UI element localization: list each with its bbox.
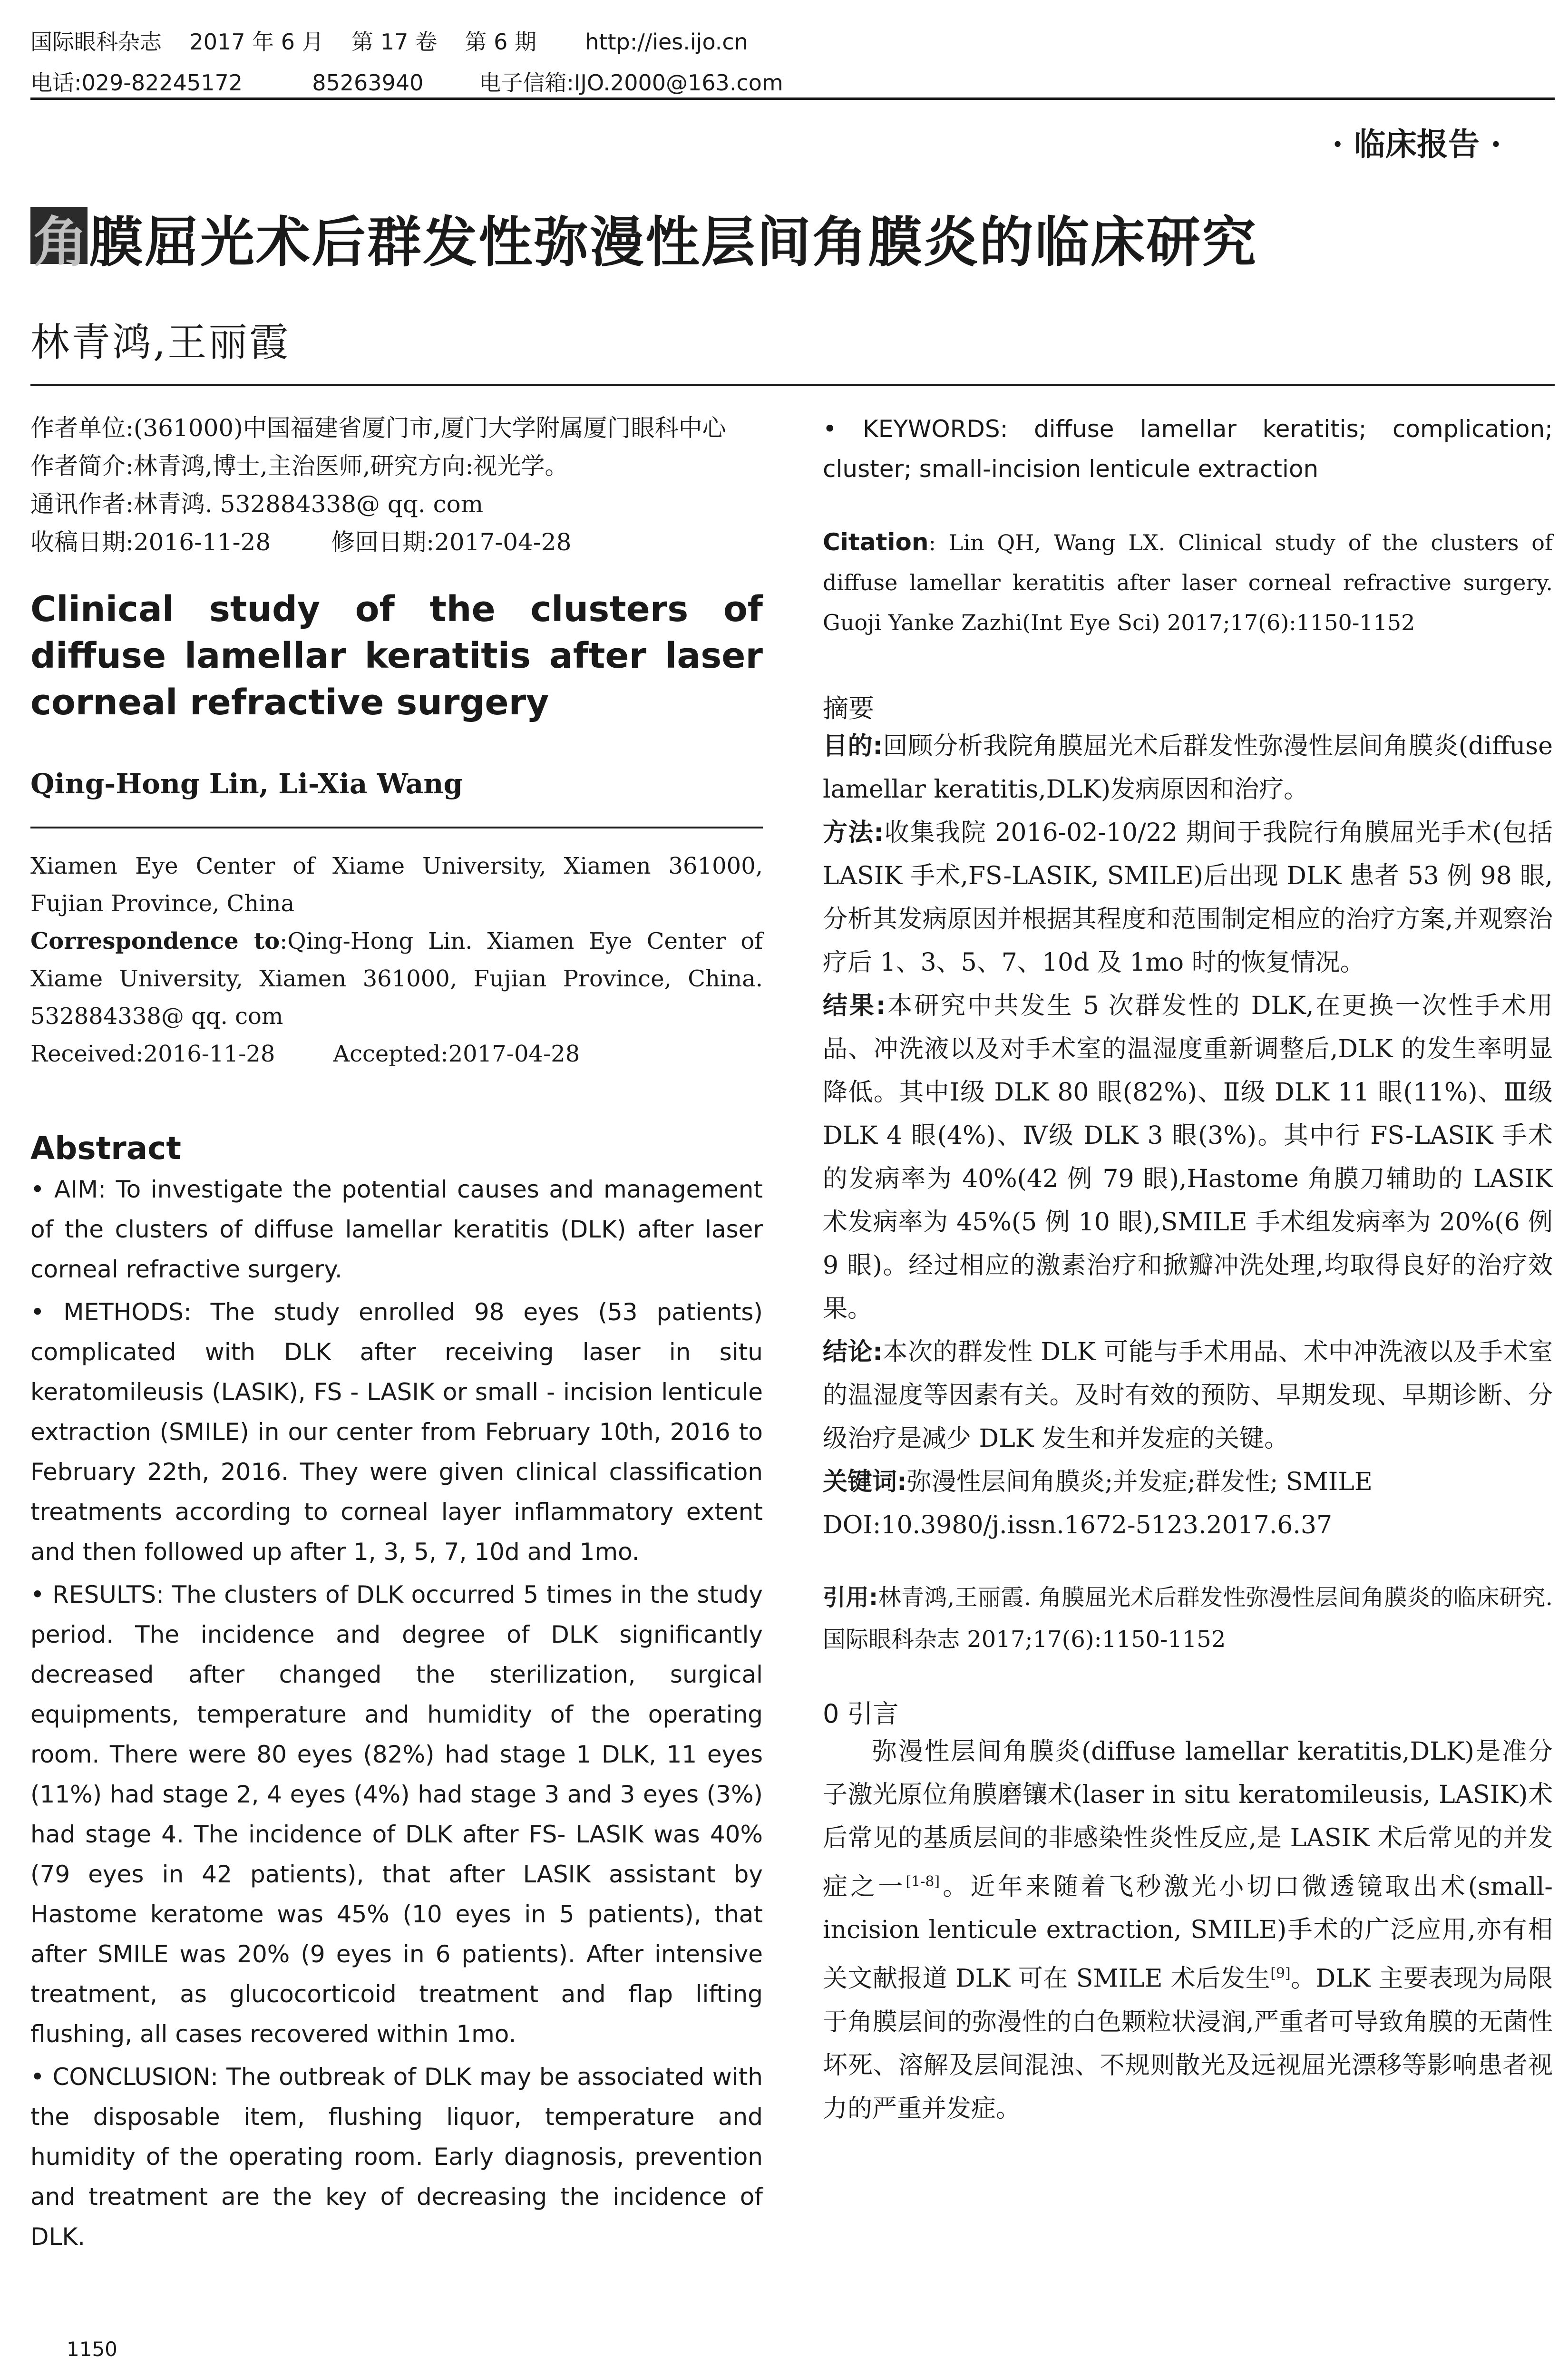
article-title-cn [33, 199, 1257, 277]
correspondence-label: Correspondence to [30, 928, 280, 955]
abstract-results: • RESULTS: The clusters of DLK occurred 5 times in the study period. The incidence and degree of DLK significantly decreased after changed the sterilization, surgical equipments, temperature and humidity of the operating room. There were 80 eyes (82%) had stage 1 DLK, 11 eyes (11%) had stage 2, 4 eyes (4%) had stage 3 and 3 eyes (3%) had stage 4. The incidence of DLK after FS- LASIK was 40% (79 eyes in 42 patients), that after LASIK assistant by Hastome keratome was 45% (10 eyes in 5 patients), that after SMILE was 20% (9 eyes in 6 patients). After intensive treatment, as glucocorticoid treatment and flap lifting flushing, all cases recovered within 1mo. [30, 1581, 763, 2048]
abstract-cn-aim [823, 725, 1553, 811]
abstract-cn-conclusion [823, 1331, 1553, 1461]
methods-text-cn: 收集我院 2016-02-10/22 期间于我院行角膜屈光手术(包括 LASIK 手术,FS-LASIK, SMILE)后出现 DLK 患者 53 例 98 眼,分析其发病原因并根据其程度和范围制定相应的治疗方案,并观察治疗后 1、3、5、7、10d 及 1mo 时的恢复情况。 [823, 818, 1553, 977]
results-text-cn: 本研究中共发生 5 次群发性的 DLK,在更换一次性手术用品、冲洗液以及对手术室的温湿度重新调整后,DLK 的发生率明显降低。其中Ⅰ级 DLK 80 眼(82%)、Ⅱ级 DLK 11 眼(11%)、Ⅲ级 DLK 4 眼(4%)、Ⅳ级 DLK 3 眼(3%)。其中行 FS-LASIK 手术的发病率为 40%(42 例 79 眼),Hastome 角膜刀辅助的 LASIK 术发病率为 45%(5 例 10 眼),SMILE 手术组发病率为 20%(6 例 9 眼)。经过相应的激素治疗和掀瓣冲洗处理,均取得良好的治疗效果。 [823, 992, 1553, 1323]
citation-text: : Lin QH, Wang LX. Clinical study of the clusters of diffuse lamellar keratitis after laser corneal refractive surgery. Guoji Yanke Zazhi(Int Eye Sci) 2017;17(6):1150-1152 [823, 530, 1553, 635]
authors-cn: 林青鸿,王丽霞 [30, 320, 291, 365]
intro-text-3: 。DLK 主要表现为局限于角膜层间的弥漫性的白色颗粒状浸润,严重者可导致角膜的无菌性坏死、溶解及层间混浊、不规则散光及远视屈光漂移等影响患者视力的严重并发症。 [823, 1964, 1553, 2123]
dates-cn: 收稿日期:2016-11-28 修回日期:2017-04-28 [30, 528, 572, 556]
affiliation [30, 848, 763, 1073]
section-label: · 临床报告 · [1332, 126, 1501, 163]
intro-ref-2: [9] [1270, 1965, 1291, 1982]
author-info-cn [30, 409, 763, 561]
intro-text-1: 弥漫性层间角膜炎(diffuse lamellar keratitis,DLK)是准分子激光原位角膜磨镶术(laser in situ keratomileusis, LASIK)术后常见的基质层间的非感染性炎性反应,是 LASIK 术后常见的并发症之一 [823, 1737, 1553, 1901]
abstract-aim: • AIM: To investigate the potential causes and management of the clusters of diffuse lamellar keratitis (DLK) after laser corneal refractive surgery. [30, 1176, 763, 1283]
intro-paragraph [823, 1730, 1553, 2131]
header-rule [30, 97, 1555, 100]
conclusion-text-cn: 本次的群发性 DLK 可能与手术用品、术中冲洗液以及手术室的温湿度等因素有关。及时有效的预防、早期发现、早期诊断、分级治疗是减少 DLK 发生和并发症的关键。 [823, 1338, 1553, 1453]
author-unit: 作者单位:(361000)中国福建省厦门市,厦门大学附属厦门眼科中心 [30, 414, 726, 442]
correspondence-text: :Qing-Hong Lin. Xiamen Eye Center of Xiame University, Xiamen 361000, Fujian Province, China. 532884338@ qq. com [30, 928, 763, 1030]
title-rule [30, 384, 1555, 386]
left-column [30, 409, 763, 2250]
abstract-heading: Abstract [30, 1130, 181, 1167]
abstract-cn-results [823, 984, 1553, 1331]
abstract-keywords-en: • KEYWORDS: diffuse lamellar keratitis; complication; cluster; small-incision lenticule extraction [823, 415, 1553, 483]
aim-text-cn: 回顾分析我院角膜屈光术后群发性弥漫性层间角膜炎(diffuse lamellar keratitis,DLK)发病原因和治疗。 [823, 732, 1553, 804]
author-bio: 作者简介:林青鸿,博士,主治医师,研究方向:视光学。 [30, 452, 569, 480]
abstract-cn-methods [823, 811, 1553, 984]
keywords-text-cn: 弥漫性层间角膜炎;并发症;群发性; SMILE [906, 1468, 1373, 1496]
affiliation-address: Xiamen Eye Center of Xiame University, Xiamen 361000, Fujian Province, China [30, 853, 763, 917]
results-label-cn: 结果: [823, 992, 886, 1020]
authors-en: Qing-Hong Lin, Li-Xia Wang [30, 768, 463, 800]
citation-cn-text: 林青鸿,王丽霞. 角膜屈光术后群发性弥漫性层间角膜炎的临床研究. 国际眼科杂志 2017;17(6):1150-1152 [823, 1584, 1553, 1653]
citation-en [823, 522, 1553, 643]
citation-cn [823, 1577, 1553, 1660]
intro-ref-1: [1-8] [906, 1873, 940, 1890]
citation-label: Citation [823, 528, 929, 556]
title-first-char: 角 [33, 211, 89, 274]
intro-heading: 0 引言 [823, 1699, 899, 1729]
keywords-label-cn: 关键词: [823, 1468, 907, 1496]
conclusion-label-cn: 结论: [823, 1338, 883, 1366]
abstract-cn-heading: 摘要 [823, 693, 874, 723]
article-title-en: Clinical study of the clusters of diffuse lamellar keratitis after laser corneal refractive surgery [30, 589, 763, 723]
correspondence [30, 923, 763, 1035]
aim-label-cn: 目的: [823, 732, 883, 760]
journal-contact-line: 电话:029-82245172 85263940 电子信箱:IJO.2000@163.com [30, 70, 783, 96]
journal-header-line: 国际眼科杂志 2017 年 6 月 第 17 卷 第 6 期 http://ies.ijo.cn [30, 29, 748, 55]
doi: DOI:10.3980/j.issn.1672-5123.2017.6.37 [823, 1511, 1333, 1539]
right-column [823, 409, 1553, 2131]
abstract-conclusion: • CONCLUSION: The outbreak of DLK may be associated with the disposable item, flushing liquor, temperature and humidity of the operating room. Early diagnosis, prevention and treatment are the key of decreasing the incidence of DLK. [30, 2063, 763, 2250]
page-number: 1150 [67, 2338, 117, 2361]
citation-cn-label: 引用: [823, 1584, 878, 1611]
affiliation-rule [30, 827, 763, 828]
received-dates: Received:2016-11-28 Accepted:2017-04-28 [30, 1041, 580, 1067]
title-rest: 膜屈光术后群发性弥漫性层间角膜炎的临床研究 [89, 211, 1258, 274]
methods-label-cn: 方法: [823, 818, 884, 847]
abstract-methods: • METHODS: The study enrolled 98 eyes (53 patients) complicated with DLK after receiving laser in situ keratomileusis (LASIK), FS - LASIK or small - incision lenticule extraction (SMILE) in our center from February 10th, 2016 to February 22th, 2016. They were given clinical classification treatments according to corneal layer inflammatory extent and then followed up after 1, 3, 5, 7, 10d and 1mo. [30, 1298, 763, 1566]
intro-text-2: 。近年来随着飞秒激光小切口微透镜取出术(small-incision lenticule extraction, SMILE)手术的广泛应用,亦有相关文献报道 DLK 可在 SMILE 术后发生 [823, 1872, 1553, 1993]
corresponding-author-cn: 通讯作者:林青鸿. 532884338@ qq. com [30, 490, 484, 518]
abstract-cn-keywords [823, 1461, 1553, 1504]
